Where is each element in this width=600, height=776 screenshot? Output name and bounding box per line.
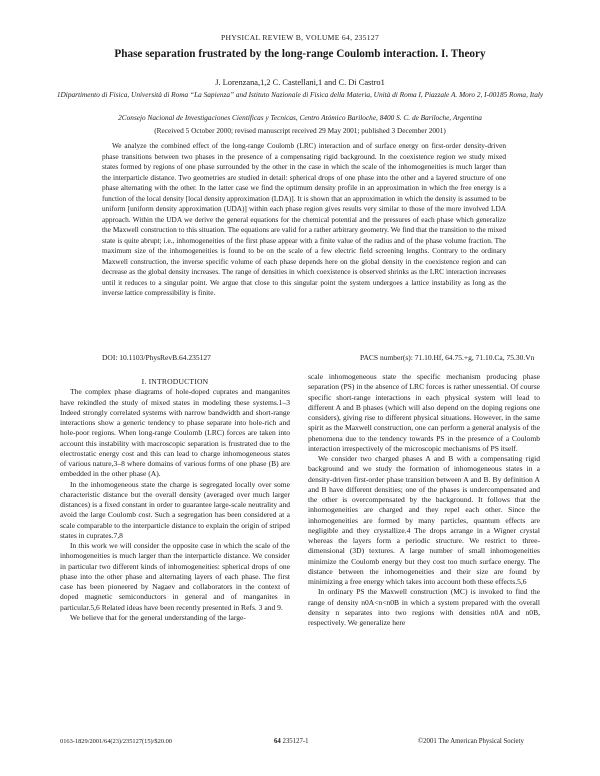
body-paragraph: We consider two charged phases A and B with a compensating rigid background and we study the formation of inhomogeneous states in a density-driven first-order phase transition between A and B. By definition A and B have different densities; one of the phases is undercompensated and the other is overcompensated by the background. It follows that the inhomogeneities are charged and they repel each other. Since the inhomogeneities are formed by many particles, quantum effects are negligible and they crystallize.4 The drops arrange in a Wigner crystal whereas the layers form a periodic structure. We restrict to three-dimensional (3D) textures. A large number of small inhomogeneities minimize the Coulomb energy but they cost too much surface energy. The distance between the inhomogeneities and their size are found by minimizing a free energy which takes into account both these effects.5,6: [308, 454, 540, 586]
footer-issn: 0163-1829/2001/64(23)/235127(15)/$20.00: [60, 738, 173, 745]
body-paragraph: In this work we will consider the opposite case in which the scale of the inhomogeneities is much larger than the interparticle distance. We consider in particular two different kinds of inhomogeneities: spherical drops of one phase into the other phase and alternating layers of each phase. The first case has been pioneered by Nagaev and collaborators in the context of doped magnetic semiconductors in general and of manganites in particular.5,6 Related ideas have been recently presented in Refs. 3 and 9.: [60, 541, 290, 612]
running-head: PHYSICAL REVIEW B, VOLUME 64, 235127: [220, 33, 380, 42]
page-number: [274, 738, 309, 745]
right-column: [308, 372, 540, 628]
footer-copyright: ©2001 The American Physical Society: [418, 738, 524, 745]
paper-title: Phase separation frustrated by the long-range Coulomb interaction. I. Theory: [114, 48, 486, 60]
body-paragraph: In ordinary PS the Maxwell construction (MC) is invoked to find the range of density n0A<n<n0B in which a system prepared with the overall density n separates into two regions with densities n0A and n0B, respectively. We generalize here: [308, 587, 540, 627]
volume-number: 64: [274, 738, 281, 745]
section-heading: I. INTRODUCTION: [141, 377, 209, 386]
body-paragraph: The complex phase diagrams of hole-doped cuprates and manganites have rekindled the study of mixed states in modeling these systems.1–3 Indeed strongly correlated systems with narrow bandwidth and short-range interactions show a generic tendency to phase separate into hole-rich and hole-poor regions. When long-range Coulomb (LRC) forces are taken into account this instability with macroscopic separation is frustrated due to the electrostatic energy cost and this can lead to charge inhomogeneous states of various nature,3–8 where domains of various forms of one phase (B) are embedded in the other phase (A).: [60, 387, 290, 479]
affiliation-2: 2Consejo Nacional de Investigaciones Científicas y Tecnicas, Centro Atómico Bariloche, 8400 S. C. de Bariloche, Argentina: [118, 113, 482, 122]
left-column: [60, 377, 290, 623]
affiliation-1: 1Dipartimento di Fisica, Università di Roma “La Sapienza” and Istituto Nazionale di Fisica della Materia, Unità di Roma I, Piazzale A. Moro 2, I-00185 Roma, Italy: [56, 90, 544, 99]
body-paragraph: We believe that for the general understanding of the large-: [70, 612, 246, 622]
author-list: J. Lorenzana,1,2 C. Castellani,1 and C. Di Castro1: [215, 78, 385, 87]
doi-link[interactable]: DOI: 10.1103/PhysRevB.64.235127: [102, 353, 211, 362]
article-page: 235127-1: [282, 738, 309, 745]
pacs-numbers: PACS number(s): 71.10.Hf, 64.75.+g, 71.10.Ca, 75.30.Vn: [360, 353, 535, 362]
abstract: We analyze the combined effect of the long-range Coulomb (LRC) interaction and of surface energy on first-order density-driven phase transitions between two phases in the presence of a compensating rigid background. In the coexistence region we study mixed states formed by regions of one phase surrounded by the other in the case in which the scale of the inhomogeneities is much larger than the interparticle distance. Two geometries are studied in detail: spherical drops of one phase into the other and a layered structure of one phase alternating with the other. In the latter case we find the optimum density profile in an approximation in which the free energy is a function of the local density [local density approximation (LDA)]. It is shown that an approximation in which the density is assumed to be uniform [uniform density approximation (UDA)] within each phase region gives results very similar to those of the more involved LDA approach. Within the UDA we derive the general equations for the chemical potential and the pressures of each phase which generalize the Maxwell construction to this situation. The equations are valid for a rather arbitrary geometry. We find that the transition to the mixed state is quite abrupt; i.e., inhomogeneities of the first phase appear with a finite value of the radius and of the phase volume fraction. The maximum size of the inhomogeneities is found to be on the scale of a few electric field screening lengths. Contrary to the ordinary Maxwell construction, the inverse specific volume of each phase depends here on the global density in the coexistence region and can decrease as the global density increases. The range of densities in which coexistence is observed shrinks as the LRC interaction increases until it reduces to a singular point. We argue that close to this singular point the system undergoes a lattice instability as long as the inverse lattice compressibility is finite.: [102, 141, 506, 297]
body-paragraph: In the inhomogeneous state the charge is segregated locally over some characteristic distance but the overall density (averaged over much larger distances) is a fixed constant in order to guarantee large-scale neutrality and avoid the large Coulomb cost. Such a segregation has been considered at a scale comparable to the interparticle distance to explain the origin of striped states in cuprates.7,8: [60, 479, 290, 540]
body-paragraph: scale inhomogeneous state the specific mechanism producing phase separation (PS) in the absence of LRC forces is rather unessential. Of course specific short-range interactions in each physical system will lead to different A and B phases (which will also depend on the doping regions one considers), giving rise to different physical situations. However, in the same spirit as the Maxwell construction, one can perform a general analysis of the phenomena due to the tendency towards PS in the presence of a Coulomb interaction irrespectively of the microscopic mechanisms of PS itself.: [308, 372, 540, 453]
received-dates: (Received 5 October 2000; revised manuscript received 29 May 2001; published 3 December 2001): [154, 126, 446, 135]
